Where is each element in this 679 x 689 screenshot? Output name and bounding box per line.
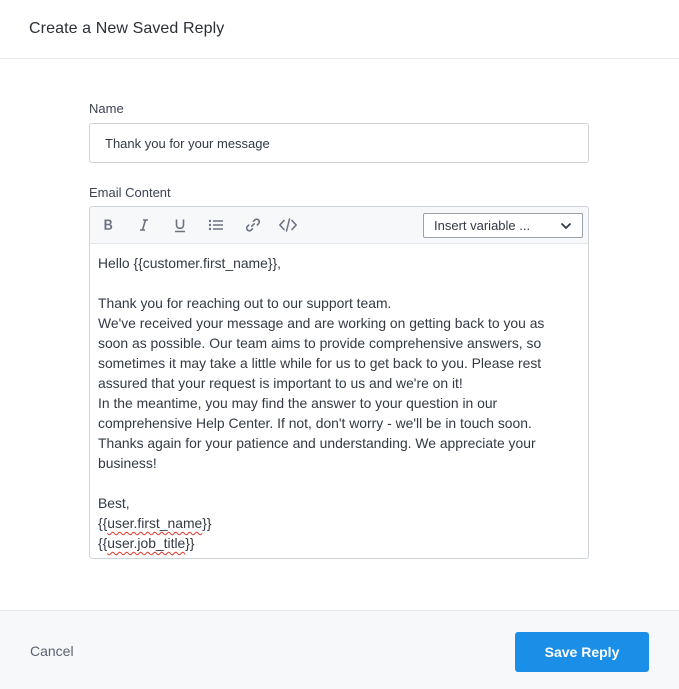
editor-line <box>98 273 580 293</box>
bold-icon <box>101 218 115 232</box>
editor-line: Best, <box>98 495 130 511</box>
signature-title-suffix: }} <box>185 535 195 551</box>
code-button[interactable] <box>276 214 300 236</box>
editor-line: assured that your request is important to us and we're on it! <box>98 375 463 391</box>
signature-name-suffix: }} <box>202 515 212 531</box>
editor-line: Thank you for reaching out to our support team. <box>98 295 392 311</box>
editor-line: Thanks again for your patience and understanding. We appreciate your <box>98 435 536 451</box>
dialog-header <box>0 0 679 59</box>
name-label: Name <box>89 101 124 116</box>
editor-line: soon as possible. Our team aims to provide comprehensive answers, so <box>98 335 542 351</box>
code-icon <box>278 217 298 233</box>
cancel-button[interactable]: Cancel <box>30 643 74 659</box>
save-reply-button[interactable]: Save Reply <box>515 632 649 672</box>
insert-variable-select[interactable] <box>423 213 583 238</box>
editor-line <box>98 473 580 493</box>
list-icon <box>208 218 224 232</box>
italic-button[interactable] <box>132 214 156 236</box>
editor-line: Hello {{customer.first_name}}, <box>98 255 281 271</box>
signature-title-prefix: {{ <box>98 535 108 551</box>
signature-title-token: user.job_title <box>107 535 186 551</box>
editor-line: sometimes it may take a little while for us to get back to you. Please rest <box>98 355 542 371</box>
chevron-down-icon <box>560 222 572 230</box>
editor-line: We've received your message and are working on getting back to you as <box>98 315 545 331</box>
editor-toolbar <box>90 207 588 244</box>
email-content-editor[interactable] <box>89 206 589 559</box>
editor-line: business! <box>98 455 157 471</box>
dialog-footer <box>0 610 679 689</box>
name-input[interactable] <box>89 123 589 163</box>
bulleted-list-button[interactable] <box>204 214 228 236</box>
email-content-label: Email Content <box>89 185 171 200</box>
italic-icon <box>137 218 151 232</box>
dialog-title: Create a New Saved Reply <box>29 20 225 37</box>
signature-name-line <box>98 513 580 533</box>
signature-title-line <box>98 533 580 553</box>
signature-name-prefix: {{ <box>98 515 108 531</box>
bold-button[interactable] <box>96 214 120 236</box>
underline-icon <box>173 218 187 233</box>
editor-body[interactable] <box>90 244 588 553</box>
underline-button[interactable] <box>168 214 192 236</box>
signature-name-token: user.first_name <box>107 515 203 531</box>
link-button[interactable] <box>241 214 265 236</box>
editor-line: comprehensive Help Center. If not, don't worry - we'll be in touch soon. <box>98 415 532 431</box>
insert-variable-value: Insert variable ... <box>434 218 531 233</box>
editor-line: In the meantime, you may find the answer to your question in our <box>98 395 498 411</box>
link-icon <box>245 217 261 233</box>
